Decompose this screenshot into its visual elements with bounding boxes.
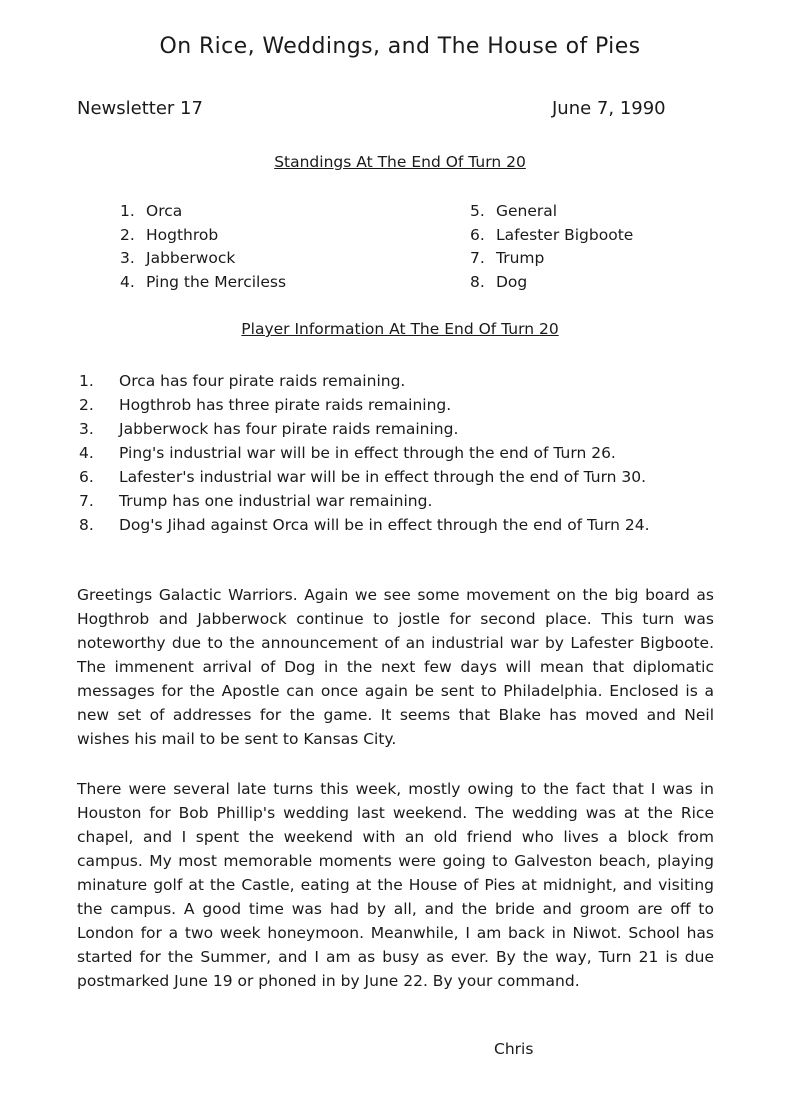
- standings-column-right: [470, 200, 633, 295]
- item-number: 1.: [79, 372, 94, 390]
- standings-row: [470, 247, 633, 271]
- player-info-item: [79, 393, 650, 417]
- item-number: 6.: [79, 468, 94, 486]
- standings-row: [120, 247, 286, 271]
- item-text: Orca has four pirate raids remaining.: [119, 372, 406, 390]
- rank-number: 3.: [120, 249, 135, 268]
- standings-row: [120, 224, 286, 248]
- standings-row: [120, 271, 286, 295]
- item-text: Jabberwock has four pirate raids remaining.: [119, 420, 459, 438]
- player-info-item: [79, 489, 650, 513]
- standings-row: [470, 271, 633, 295]
- player-name: General: [496, 202, 558, 220]
- item-text: Lafester's industrial war will be in effect through the end of Turn 30.: [119, 468, 647, 486]
- player-name: Dog: [496, 273, 528, 292]
- rank-number: 1.: [120, 202, 135, 220]
- player-info-item: [79, 465, 650, 489]
- player-info-item: [79, 513, 650, 537]
- standings-row: [470, 224, 633, 248]
- item-number: 7.: [79, 492, 94, 510]
- rank-number: 8.: [470, 273, 485, 292]
- document-title: On Rice, Weddings, and The House of Pies: [159, 34, 641, 59]
- player-name: Lafester Bigboote: [496, 225, 634, 244]
- player-name: Orca: [146, 202, 183, 220]
- newsletter-number: Newsletter 17: [77, 98, 203, 119]
- item-text: Hogthrob has three pirate raids remaining.: [119, 396, 452, 414]
- rank-number: 7.: [470, 249, 485, 268]
- rank-number: 6.: [470, 225, 485, 244]
- player-name: Trump: [496, 249, 545, 268]
- player-info-item: [79, 417, 650, 441]
- item-text: Ping's industrial war will be in effect through the end of Turn 26.: [119, 444, 616, 462]
- standings-heading: Standings At The End Of Turn 20: [274, 153, 526, 171]
- item-number: 2.: [79, 396, 94, 414]
- standings-column-left: [120, 200, 286, 295]
- player-name: Hogthrob: [146, 225, 219, 244]
- rank-number: 5.: [470, 202, 485, 220]
- player-info-item: [79, 369, 650, 393]
- item-number: 3.: [79, 420, 94, 438]
- body-paragraph-greetings: Greetings Galactic Warriors. Again we see some movement on the big board as Hogthrob and Jabberwock continue to jostle for second place. This turn was noteworthy due to the announcement of an industrial war by Lafester Bigboote. The immenent arrival of Dog in the next few days will mean that diplomatic messages for the Apostle can once again be sent to Philadelphia. Enclosed is a new set of addresses for the game. It seems that Blake has moved and Neil wishes his mail to be sent to Kansas City.: [77, 586, 714, 748]
- item-number: 4.: [79, 444, 94, 462]
- signature: Chris: [494, 1040, 534, 1058]
- item-text: Trump has one industrial war remaining.: [119, 492, 433, 510]
- player-info-heading: Player Information At The End Of Turn 20: [241, 320, 559, 338]
- item-text: Dog's Jihad against Orca will be in effect through the end of Turn 24.: [119, 516, 650, 534]
- player-info-list: [79, 369, 650, 537]
- standings-row: [120, 200, 286, 224]
- rank-number: 2.: [120, 225, 135, 244]
- body-paragraph-wedding: There were several late turns this week, mostly owing to the fact that I was in Houston for Bob Phillip's wedding last weekend. The wedding was at the Rice chapel, and I spent the weekend with an old friend who lives a block from campus. My most memorable moments were going to Galveston beach, playing minature golf at the Castle, eating at the House of Pies at midnight, and visiting the campus. A good time was had by all, and the bride and groom are off to London for a two week honeymoon. Meanwhile, I am back in Niwot. School has started for the Summer, and I am as busy as ever. By the way, Turn 21 is due postmarked June 19 or phoned in by June 22. By your command.: [77, 780, 714, 990]
- player-name: Jabberwock: [146, 249, 236, 268]
- item-number: 8.: [79, 516, 94, 534]
- standings-row: [470, 200, 633, 224]
- player-info-item: [79, 441, 650, 465]
- newsletter-date: June 7, 1990: [552, 98, 666, 119]
- player-name: Ping the Merciless: [146, 273, 287, 292]
- rank-number: 4.: [120, 273, 135, 292]
